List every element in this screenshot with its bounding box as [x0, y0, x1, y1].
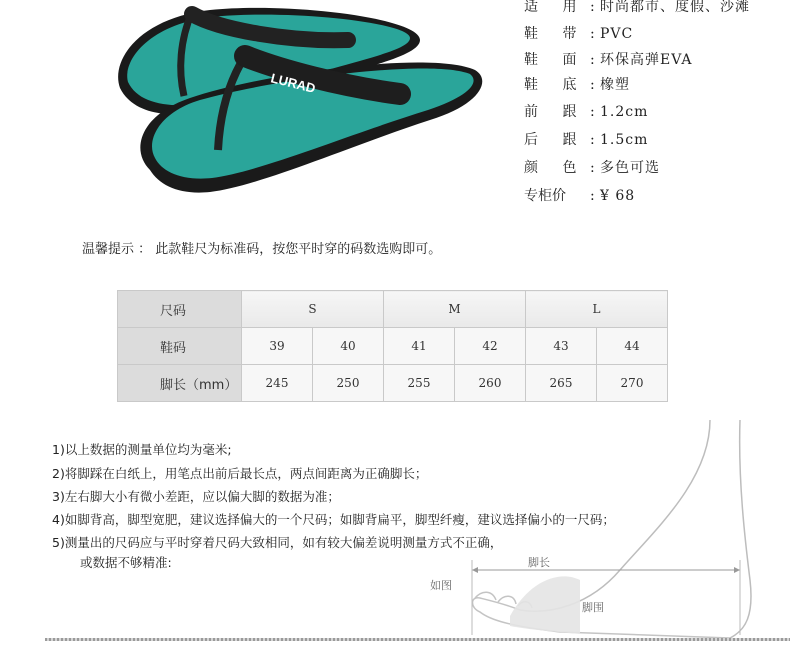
shoe-size-cell: 43	[526, 328, 597, 365]
diagram-length-label: 脚长	[528, 556, 550, 569]
diagram-caption: 如图	[430, 579, 452, 592]
row-label-foot-length: 脚长（mm）	[118, 365, 242, 402]
spec-row-upper: 鞋 面 : 环保高弹EVA	[524, 52, 693, 68]
note-item: 2)将脚踩在白纸上，用笔点出前后最长点，两点间距离为正确脚长；	[52, 466, 428, 481]
foot-diagram	[410, 420, 790, 640]
row-label-size: 尺码	[118, 291, 242, 328]
size-table	[117, 290, 668, 402]
spec-row-front-heel: 前 跟 : 1.2cm	[524, 104, 649, 120]
foot-length-cell: 250	[313, 365, 384, 402]
spec-row-back-heel: 后 跟 : 1.5cm	[524, 132, 649, 148]
foot-length-cell: 245	[242, 365, 313, 402]
shoe-size-cell: 44	[597, 328, 668, 365]
note-item: 3)左右脚大小有微小差距，应以偏大脚的数据为准；	[52, 489, 340, 504]
spec-row-usage: 适 用 : 时尚都市、度假、沙滩	[524, 0, 750, 15]
shoe-size-cell: 42	[455, 328, 526, 365]
foot-length-cell: 265	[526, 365, 597, 402]
foot-length-cell: 260	[455, 365, 526, 402]
note-item: 4)如脚背高，脚型宽肥，建议选择偏大的一个尺码；如脚背扁平，脚型纤瘦，建议选择偏小的一尺码；	[52, 512, 615, 527]
diagram-girth-label: 脚围	[582, 601, 604, 614]
foot-length-cell: 270	[597, 365, 668, 402]
size-cell-l: L	[526, 291, 668, 328]
spec-row-sole: 鞋 底 : 橡塑	[524, 77, 630, 93]
strap-brand-text: LURAD	[269, 70, 318, 96]
product-image	[100, 0, 490, 205]
note-item: 或数据不够精准:	[80, 555, 172, 570]
shoe-size-cell: 39	[242, 328, 313, 365]
shoe-size-cell: 41	[384, 328, 455, 365]
spec-row-color: 颜 色 : 多色可选	[524, 160, 660, 176]
spec-row-price: 专柜价 : ¥ 68	[524, 188, 636, 204]
size-cell-m: M	[384, 291, 526, 328]
table-row	[118, 365, 668, 402]
table-row	[118, 291, 668, 328]
spec-row-strap: 鞋 带 : PVC	[524, 26, 634, 42]
shoe-size-cell: 40	[313, 328, 384, 365]
row-label-shoe-size: 鞋码	[118, 328, 242, 365]
size-tip: 温馨提示 ： 此款鞋尺为标准码，按您平时穿的码数选购即可。	[82, 242, 442, 257]
note-item: 1)以上数据的测量单位均为毫米;	[52, 442, 232, 457]
bottom-divider	[45, 638, 790, 641]
size-cell-s: S	[242, 291, 384, 328]
foot-length-cell: 255	[384, 365, 455, 402]
table-row	[118, 328, 668, 365]
note-item: 5)测量出的尺码应与平时穿着尺码大致相同，如有较大偏差说明测量方式不正确，	[52, 535, 503, 550]
